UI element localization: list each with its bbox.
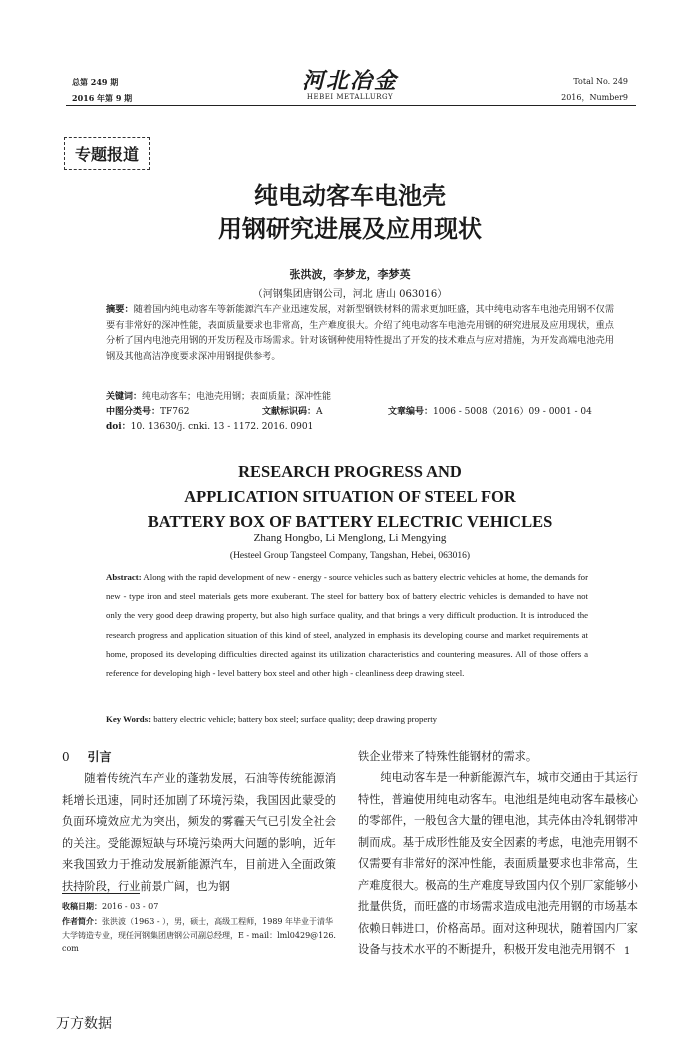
footnote-rule bbox=[62, 893, 140, 894]
received-date: 2016 - 03 - 07 bbox=[102, 902, 159, 911]
abstract-en-label: Abstract: bbox=[106, 572, 142, 582]
section-label: 专题报道 bbox=[64, 137, 150, 170]
intro-paragraph-right: 纯电动客车是一种新能源汽车，城市交通由于其运行特性，普遍使用纯电动客车。电池组是纯电动客车最核心的零部件，一般包含大量的锂电池，其壳体由冷轧钢带冲制而成。基于成形性能及安全因素的考虑，电池壳用钢不仅需要有非常好的深冲性能，表面质量要求也非常高，生产难度很大。极高的生产难度导致国内仅个别厂家能够小批量供货，而旺盛的市场需求造成电池壳用钢的市场基本依赖日韩进口，价格高昂。面对这种现状，随着国内厂家设备与技术水平的不断提升，积极开发电池壳用钢不 bbox=[358, 771, 638, 956]
article-number bbox=[388, 405, 592, 419]
issue-date-en: 2016，Number9 bbox=[561, 93, 628, 102]
journal-logo-en: HEBEI METALLURGY bbox=[306, 93, 394, 101]
section-0-number: 0 bbox=[62, 750, 70, 764]
footnote-author bbox=[62, 915, 336, 956]
keywords-cn bbox=[106, 390, 614, 404]
received-label: 收稿日期： bbox=[62, 901, 102, 911]
issue-total-cn: 总第 249 期 bbox=[72, 77, 119, 87]
doi bbox=[106, 420, 313, 434]
title-en-line1: RESEARCH PROGRESS AND bbox=[238, 462, 462, 481]
authors-en: Zhang Hongbo, Li Menglong, Li Mengying bbox=[253, 532, 447, 544]
clc-label: 中图分类号： bbox=[106, 407, 161, 417]
doc-code-value: A bbox=[316, 407, 323, 417]
abstract-cn-text: 随着国内纯电动客车等新能源汽车产业迅速发展，对新型钢铁材料的需求更加旺盛，其中纯电动客车电池壳用钢不仅需要有非常好的深冲性能，表面质量要求也非常高，生产难度很大。介绍了纯电动客车电池壳用钢的研究进展及应用现状，重点分析了国内电池壳用钢的开发历程及市场需求。针对该钢种使用特性提出了开发的技术难点与应对措施，为开发高端电池壳用钢及其他高洁净度要求深冲用钢提供参考。 bbox=[106, 304, 615, 362]
footer-watermark: 万方数据 bbox=[56, 1016, 112, 1032]
title-en-line3: BATTERY BOX OF BATTERY ELECTRIC VEHICLES bbox=[147, 512, 553, 531]
abstract-en-text: Along with the rapid development of new - energy - source vehicles such as battery electric vehicles at home, the demands for new - type iron and steel materials gets more exuberant. The steel for battery box of battery electric vehicles is demanded to have not only the very good deep drawing property, but also high surface quality, and that brings a very difficult production. It is introduced the research progress and application situation of this kind of steel, analyzed in emphasis its developing course and market requirements at home, proposed its developing difficulties directed against its utilization characteristics and countering measures. All of those offers a reference for developing high - level battery box steel and other high - cleanliness deep drawing steel. bbox=[106, 572, 588, 679]
article-no-value: 1006 - 5008（2016）09 - 0001 - 04 bbox=[433, 407, 592, 417]
document-code bbox=[262, 405, 323, 419]
keywords-cn-text: 纯电动客车；电池壳用钢；表面质量；深冲性能 bbox=[142, 392, 332, 402]
keywords-en bbox=[106, 710, 588, 729]
footnote-received bbox=[62, 900, 336, 914]
keywords-en-text: battery electric vehicle; battery box steel; surface quality; deep drawing property bbox=[153, 714, 438, 724]
journal-logo-cn: 河北冶金 bbox=[301, 68, 398, 94]
right-column-continuation: 铁企业带来了特殊性能钢材的需求。 bbox=[358, 750, 538, 763]
issue-total-en: Total No. 249 bbox=[573, 77, 628, 86]
section-0-heading bbox=[62, 748, 111, 765]
author-bio-label: 作者简介： bbox=[62, 916, 102, 926]
clc-code bbox=[106, 405, 189, 419]
abstract-cn-label: 摘要： bbox=[106, 304, 134, 315]
affiliation-en: (Hesteel Group Tangsteel Company, Tangshan, Hebei, 063016) bbox=[229, 551, 471, 561]
title-cn-line2: 用钢研究进展及应用现状 bbox=[218, 215, 482, 243]
clc-value: TF762 bbox=[160, 407, 190, 417]
abstract-cn bbox=[106, 302, 614, 364]
article-no-label: 文章编号： bbox=[388, 407, 434, 417]
issue-date-cn: 2016 年第 9 期 bbox=[72, 93, 133, 103]
doi-value: 10. 13630/j. cnki. 13 - 1172. 2016. 0901 bbox=[130, 422, 314, 432]
doi-label: doi： bbox=[106, 422, 131, 432]
authors-cn: 张洪波，李梦龙，李梦英 bbox=[289, 268, 411, 281]
page-number: 1 bbox=[624, 946, 631, 957]
keywords-cn-label: 关键词： bbox=[106, 392, 143, 402]
affiliation-cn: （河钢集团唐钢公司，河北 唐山 063016） bbox=[252, 289, 448, 300]
intro-paragraph-left: 随着传统汽车产业的蓬勃发展，石油等传统能源消耗增长迅速，同时还加剧了环境污染，我国因此蒙受的负面环境效应尤为突出，频发的雾霾天气已引发全社会的关注。受能源短缺与环境污染两大问题的影响，近年来我国致力于推动发展新能源汽车，目前进入全面政策扶持阶段，行业前景广阔，也为钢 bbox=[62, 772, 336, 893]
author-bio-text: 张洪波（1963 - ），男，硕士，高级工程师，1989 年毕业于清华大学铸造专业，现任河钢集团唐钢公司副总经理，E - mail：lml0429@126. com bbox=[62, 917, 336, 953]
abstract-en bbox=[106, 568, 588, 683]
keywords-en-label: Key Words: bbox=[106, 714, 152, 724]
title-cn-line1: 纯电动客车电池壳 bbox=[254, 182, 446, 210]
title-en-line2: APPLICATION SITUATION OF STEEL FOR bbox=[184, 487, 516, 506]
section-0-title: 引言 bbox=[87, 750, 112, 764]
doc-code-label: 文献标识码： bbox=[262, 407, 317, 417]
header-rule bbox=[66, 105, 636, 106]
